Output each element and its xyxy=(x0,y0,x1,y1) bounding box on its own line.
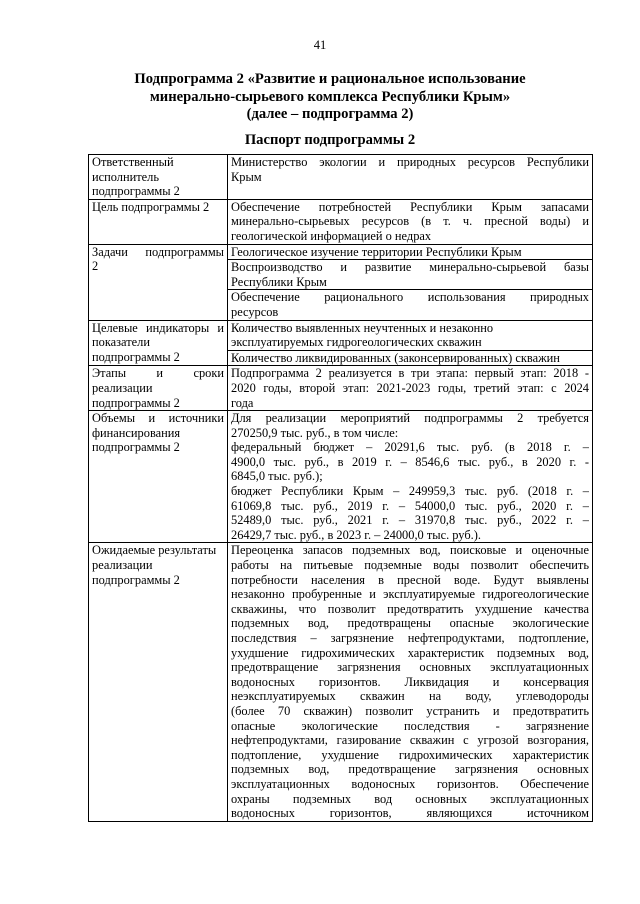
cell-text-line: 2020 годы, второй этап: 2021-2023 годы, третий этап: с 2024 xyxy=(231,380,589,395)
table-row-results xyxy=(89,543,593,821)
row-value xyxy=(228,320,593,350)
cell-text-line: реализации xyxy=(92,380,153,395)
cell-text-line: Ответственный xyxy=(92,155,174,169)
cell-text-line: предотвращение загрязнения основных эксплуатационных xyxy=(231,660,589,675)
cell-text-line: Обеспечение рационального использования природных xyxy=(231,290,589,305)
cell-text-line: работы на питьевые подземные воды позволит обеспечить xyxy=(231,558,589,573)
title-line: (далее – подпрограмма 2) xyxy=(246,106,414,122)
cell-text-line: финансирования xyxy=(92,425,181,440)
cell-text-line: бюджет Республики Крым – 249959,3 тыс. руб. (2018 г. – xyxy=(231,484,589,499)
cell-text-line: Крым xyxy=(231,169,262,184)
title-line: минерально-сырьевого комплекса Республики Крым» xyxy=(149,88,511,105)
cell-text-line: скважины, что позволит предотвратить ухудшение качества xyxy=(231,601,589,616)
cell-text-line: Переоценка запасов подземных вод, поисковые и оценочные xyxy=(231,543,589,558)
cell-text-line: ухудшение гидрохимических характеристик подземных вод, xyxy=(231,645,589,660)
cell-text-line: Этапы и сроки xyxy=(92,366,224,381)
table-row-stages xyxy=(89,366,593,411)
cell-text-line: подпрограммы 2 xyxy=(92,349,180,364)
cell-text-line: нефтепродуктами, газирование скважин с угрозой возгорания, xyxy=(231,733,589,748)
document-title xyxy=(60,71,600,124)
row-value xyxy=(228,155,593,200)
cell-text-line: Объемы и источники xyxy=(92,411,224,426)
cell-text-line: 4900,0 тыс. руб., в 2019 г. – 8546,6 тыс. руб., в 2020 г. - xyxy=(231,454,589,469)
row-label xyxy=(89,366,228,411)
row-value xyxy=(228,543,593,821)
row-label xyxy=(89,411,228,543)
cell-text-line: Геологическое изучение территории Республики Крым xyxy=(231,244,522,259)
cell-text-line: Задачи подпрограммы xyxy=(92,244,224,259)
row-value xyxy=(228,244,593,260)
row-value xyxy=(228,199,593,244)
row-label xyxy=(89,199,228,244)
page-number: 41 xyxy=(313,38,327,52)
cell-text-line: потребности населения в пресной воде. Будут выявлены xyxy=(231,572,589,587)
cell-text-line: подпрограммы 2 xyxy=(92,440,180,455)
cell-text-line: Подпрограмма 2 реализуется в три этапа: первый этап: 2018 - xyxy=(231,366,589,381)
cell-text-line: подпрограммы 2 xyxy=(92,184,180,199)
cell-text-line: Ожидаемые результаты xyxy=(92,543,217,558)
cell-text-line: эксплуатационных водоносных горизонтов. Обеспечение xyxy=(231,776,589,791)
passport-heading: Паспорт подпрограммы 2 xyxy=(244,132,416,148)
cell-text-line: 270250,9 тыс. руб., в том числе: xyxy=(231,425,399,440)
cell-text-line: Воспроизводство и развитие минерально-сырьевой базы xyxy=(231,260,589,275)
cell-text-line: водоносных горизонтов. Ликвидация и консервация xyxy=(231,674,589,689)
cell-text-line: Обеспечение потребностей Республики Крым запасами xyxy=(231,199,589,214)
cell-text-line: Количество выявленных неучтенных и незаконно xyxy=(231,320,494,335)
cell-text-line: 26429,7 тыс. руб., в 2023 г. – 24000,0 тыс. руб.). xyxy=(231,527,481,542)
title-line: Подпрограмма 2 «Развитие и рациональное использование xyxy=(134,71,526,87)
cell-text-line: года xyxy=(231,395,254,410)
row-label xyxy=(89,320,228,366)
cell-text-line: Количество ликвидированных (законсервированных) скважин xyxy=(231,350,560,365)
cell-text-line: геологической информацией о недрах xyxy=(231,228,432,243)
cell-text-line: 52489,0 тыс. руб., 2021 г. – 31970,8 тыс. руб., 2022 г. – xyxy=(231,513,589,528)
table-row-indicators-1 xyxy=(89,320,593,350)
table-row-responsible xyxy=(89,155,593,200)
table-row-tasks-1 xyxy=(89,244,593,260)
cell-text-line: ресурсов xyxy=(231,304,279,319)
passport-table xyxy=(88,154,593,822)
cell-text-line: водоносных горизонтов, являющихся источником xyxy=(231,806,589,821)
cell-text-line: эксплуатируемых гидрогеологических скважин xyxy=(231,335,482,350)
cell-text-line: Республики Крым xyxy=(231,274,327,289)
cell-text-line: (более 70 скважин) позволит устранить и предотвратить xyxy=(231,703,589,718)
cell-text-line: подземных вод, предотвращены опасные экологические xyxy=(231,616,589,631)
row-value xyxy=(228,411,593,543)
cell-text-line: Целевые индикаторы и xyxy=(92,320,224,335)
cell-text-line: опасные экологические последствия - загрязнение xyxy=(231,718,589,733)
cell-text-line: 2 xyxy=(92,259,99,274)
cell-text-line: подтопление, ухудшение гидрохимических характеристик xyxy=(231,747,589,762)
cell-text-line: последствия – загрязнение нефтепродуктами, подтопление, xyxy=(231,631,589,645)
row-value xyxy=(228,350,593,366)
table-row-financing xyxy=(89,411,593,543)
cell-text-line: Цель подпрограммы 2 xyxy=(92,199,210,214)
cell-text-line: подземных вод, предотвращение загрязнения основных xyxy=(231,762,589,777)
cell-text-line: реализации xyxy=(92,558,153,573)
cell-text-line: 6845,0 тыс. руб.); xyxy=(231,469,323,484)
cell-text-line: неэксплуатируемых скважин на воду, углеводороды xyxy=(231,689,589,704)
table-row-goal xyxy=(89,199,593,244)
cell-text-line: Для реализации мероприятий подпрограммы 2 требуется xyxy=(231,411,589,426)
row-value xyxy=(228,260,593,290)
cell-text-line: подпрограммы 2 xyxy=(92,572,180,587)
cell-text-line: Министерство экологии и природных ресурсов Республики xyxy=(231,155,589,169)
row-label xyxy=(89,244,228,320)
cell-text-line: показатели xyxy=(92,335,150,350)
cell-text-line: исполнитель xyxy=(92,169,159,184)
cell-text-line: минерально-сырьевых ресурсов (в т. ч. пресной воды) и xyxy=(231,214,589,229)
cell-text-line: незаконно пробуренные и эксплуатируемые гидрогеологические xyxy=(231,587,589,602)
row-value xyxy=(228,366,593,411)
cell-text-line: федеральный бюджет – 20291,6 тыс. руб. (в 2018 г. – xyxy=(231,440,589,455)
row-value xyxy=(228,290,593,320)
cell-text-line: охраны подземных вод основных эксплуатационных xyxy=(231,791,589,806)
cell-text-line: подпрограммы 2 xyxy=(92,395,180,410)
row-label xyxy=(89,155,228,200)
row-label xyxy=(89,543,228,821)
cell-text-line: 61069,8 тыс. руб., 2019 г. – 54000,0 тыс. руб., 2020 г. – xyxy=(231,498,589,513)
